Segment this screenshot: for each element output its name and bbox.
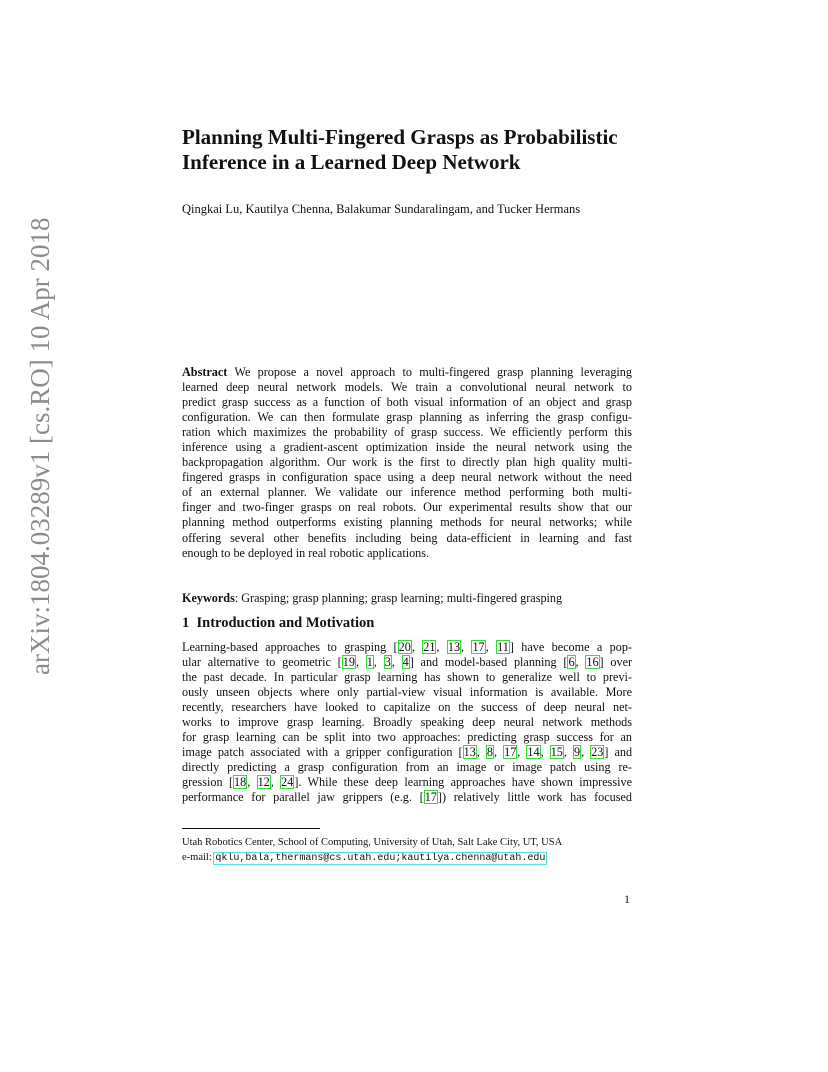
keywords-text: : Grasping; grasp planning; grasp learning; multi-fingered grasping — [234, 591, 563, 605]
paper-title-line-1: Planning Multi-Fingered Grasps as Probabilistic — [182, 125, 618, 149]
citation-link[interactable]: 23 — [591, 745, 604, 760]
abstract-line: inference using a gradient-ascent optimization inside the neural network using the — [182, 440, 632, 455]
citation-link[interactable]: 17 — [424, 790, 437, 805]
abstract-line: fingered grasps in configuration space using a deep neural network without the need — [182, 470, 632, 485]
arxiv-identifier-stamp: arXiv:1804.03289v1 [cs.RO] 10 Apr 2018 — [25, 217, 55, 675]
citation-link[interactable]: 21 — [423, 640, 436, 654]
footnote — [182, 835, 632, 866]
intro-line: ously unseen objects where only partial-view visual information is available. More — [182, 685, 632, 700]
citation-link[interactable]: 13 — [447, 640, 461, 654]
footnote-divider — [182, 828, 320, 829]
citation-link[interactable]: 17 — [472, 640, 485, 654]
citation-link[interactable]: 11 — [497, 640, 509, 654]
citation-link[interactable]: 3 — [384, 655, 391, 670]
citation-link[interactable]: 1 — [366, 655, 373, 670]
keywords — [182, 591, 632, 606]
citation-link[interactable]: 9 — [573, 745, 581, 760]
citation-link[interactable]: 8 — [486, 745, 493, 760]
citation-link[interactable]: 17 — [504, 745, 517, 760]
citation-link[interactable]: 24 — [281, 775, 294, 790]
abstract-line: backpropagation algorithm. Our work is the first to directly plan high quality multi- — [182, 455, 632, 470]
abstract-line: finger and two-finger grasps on real robots. Our experimental results show that our — [182, 500, 632, 515]
abstract-line: learned deep neural network models. We train a convolutional neural network to — [182, 380, 632, 395]
section-heading — [182, 615, 632, 632]
abstract-line: enough to be deployed in real robotic applications. — [182, 545, 430, 560]
abstract-line: of an external planner. We validate our inference method performing both multi- — [182, 485, 632, 500]
abstract-line: We propose a novel approach to multi-fingered grasp planning leveraging — [227, 365, 632, 379]
paper-title-line-2: Inference in a Learned Deep Network — [182, 150, 521, 174]
citation-link[interactable]: 13 — [463, 745, 476, 760]
intro-body: Learning-based approaches to grasping [20, 21, 13, 17, 11] have become a pop- ular alternative to geometric [19, 1, 3, 4] and model-based planning [6, 16] over the past decade. In particular grasp learning has shown to generalize well to previ- ously unseen objects where only partial-view visual information is available. More recently, researchers have looked to capitalize on the success of deep neural net- works to improve grasp learning. Broadly speaking deep neural network methods for grasp learning can be split into two approaches: predicting grasp success for an image patch associated with a gripper configuration [13, 8, 17, 14, 15, 9, 23] and directly predicting a grasp configuration from an image or image patch using re- gression [18, 12, 24]. While these deep learning approaches have shown impressive performance for parallel jaw grippers (e.g. [17]) relatively little work has focused — [182, 640, 633, 805]
intro-line: directly predicting a grasp configuration from an image or image patch using re- — [182, 760, 632, 775]
paper-title — [182, 125, 632, 175]
abstract-line: configuration. We can then formulate grasp planning as inferring the grasp configu- — [182, 410, 632, 425]
keywords-label: Keywords — [182, 591, 235, 605]
abstract — [182, 365, 632, 561]
citation-link[interactable]: 18 — [234, 775, 247, 790]
abstract-line: ration which maximizes the probability of grasp success. We efficiently perform this — [182, 425, 632, 440]
citation-link[interactable]: 14 — [527, 745, 540, 760]
citation-link[interactable]: 15 — [550, 745, 563, 760]
citation-link[interactable]: 4 — [402, 655, 409, 670]
abstract-line: predict grasp success as a function of both visual information of an object and grasp — [182, 395, 632, 410]
citation-link[interactable]: 19 — [342, 655, 355, 670]
intro-line: works to improve grasp learning. Broadly speaking deep neural network methods — [182, 715, 632, 730]
page-number: 1 — [624, 892, 630, 906]
citation-link[interactable]: 12 — [257, 775, 270, 790]
abstract-label: Abstract — [182, 365, 228, 379]
abstract-line: offering several other benefits including being data-efficient in learning and fast — [182, 530, 632, 545]
email-label: e-mail: — [182, 852, 215, 863]
author-list: Qingkai Lu, Kautilya Chenna, Balakumar Sundaralingam, and Tucker Hermans — [182, 202, 581, 216]
abstract-line: planning method outperforms existing planning methods for neural networks; while — [182, 515, 632, 530]
citation-link[interactable]: 16 — [586, 655, 599, 670]
citation-link[interactable]: 6 — [568, 655, 575, 670]
section-title: Introduction and Motivation — [196, 615, 375, 631]
footnote-affiliation: Utah Robotics Center, School of Computing, University of Utah, Salt Lake City, UT, USA — [182, 837, 563, 848]
intro-line: the past decade. In particular grasp learning has shown to generalize well to previ- — [182, 670, 632, 685]
intro-line: for grasp learning can be split into two approaches: predicting grasp success for an — [182, 730, 632, 745]
intro-line: recently, researchers have looked to capitalize on the success of deep neural net- — [182, 700, 632, 715]
citation-link[interactable]: 20 — [398, 640, 411, 654]
section-number: 1 — [182, 615, 190, 631]
email-link[interactable]: qklu,bala,thermans@cs.utah.edu;kautilya.chenna@utah.edu — [215, 853, 546, 864]
